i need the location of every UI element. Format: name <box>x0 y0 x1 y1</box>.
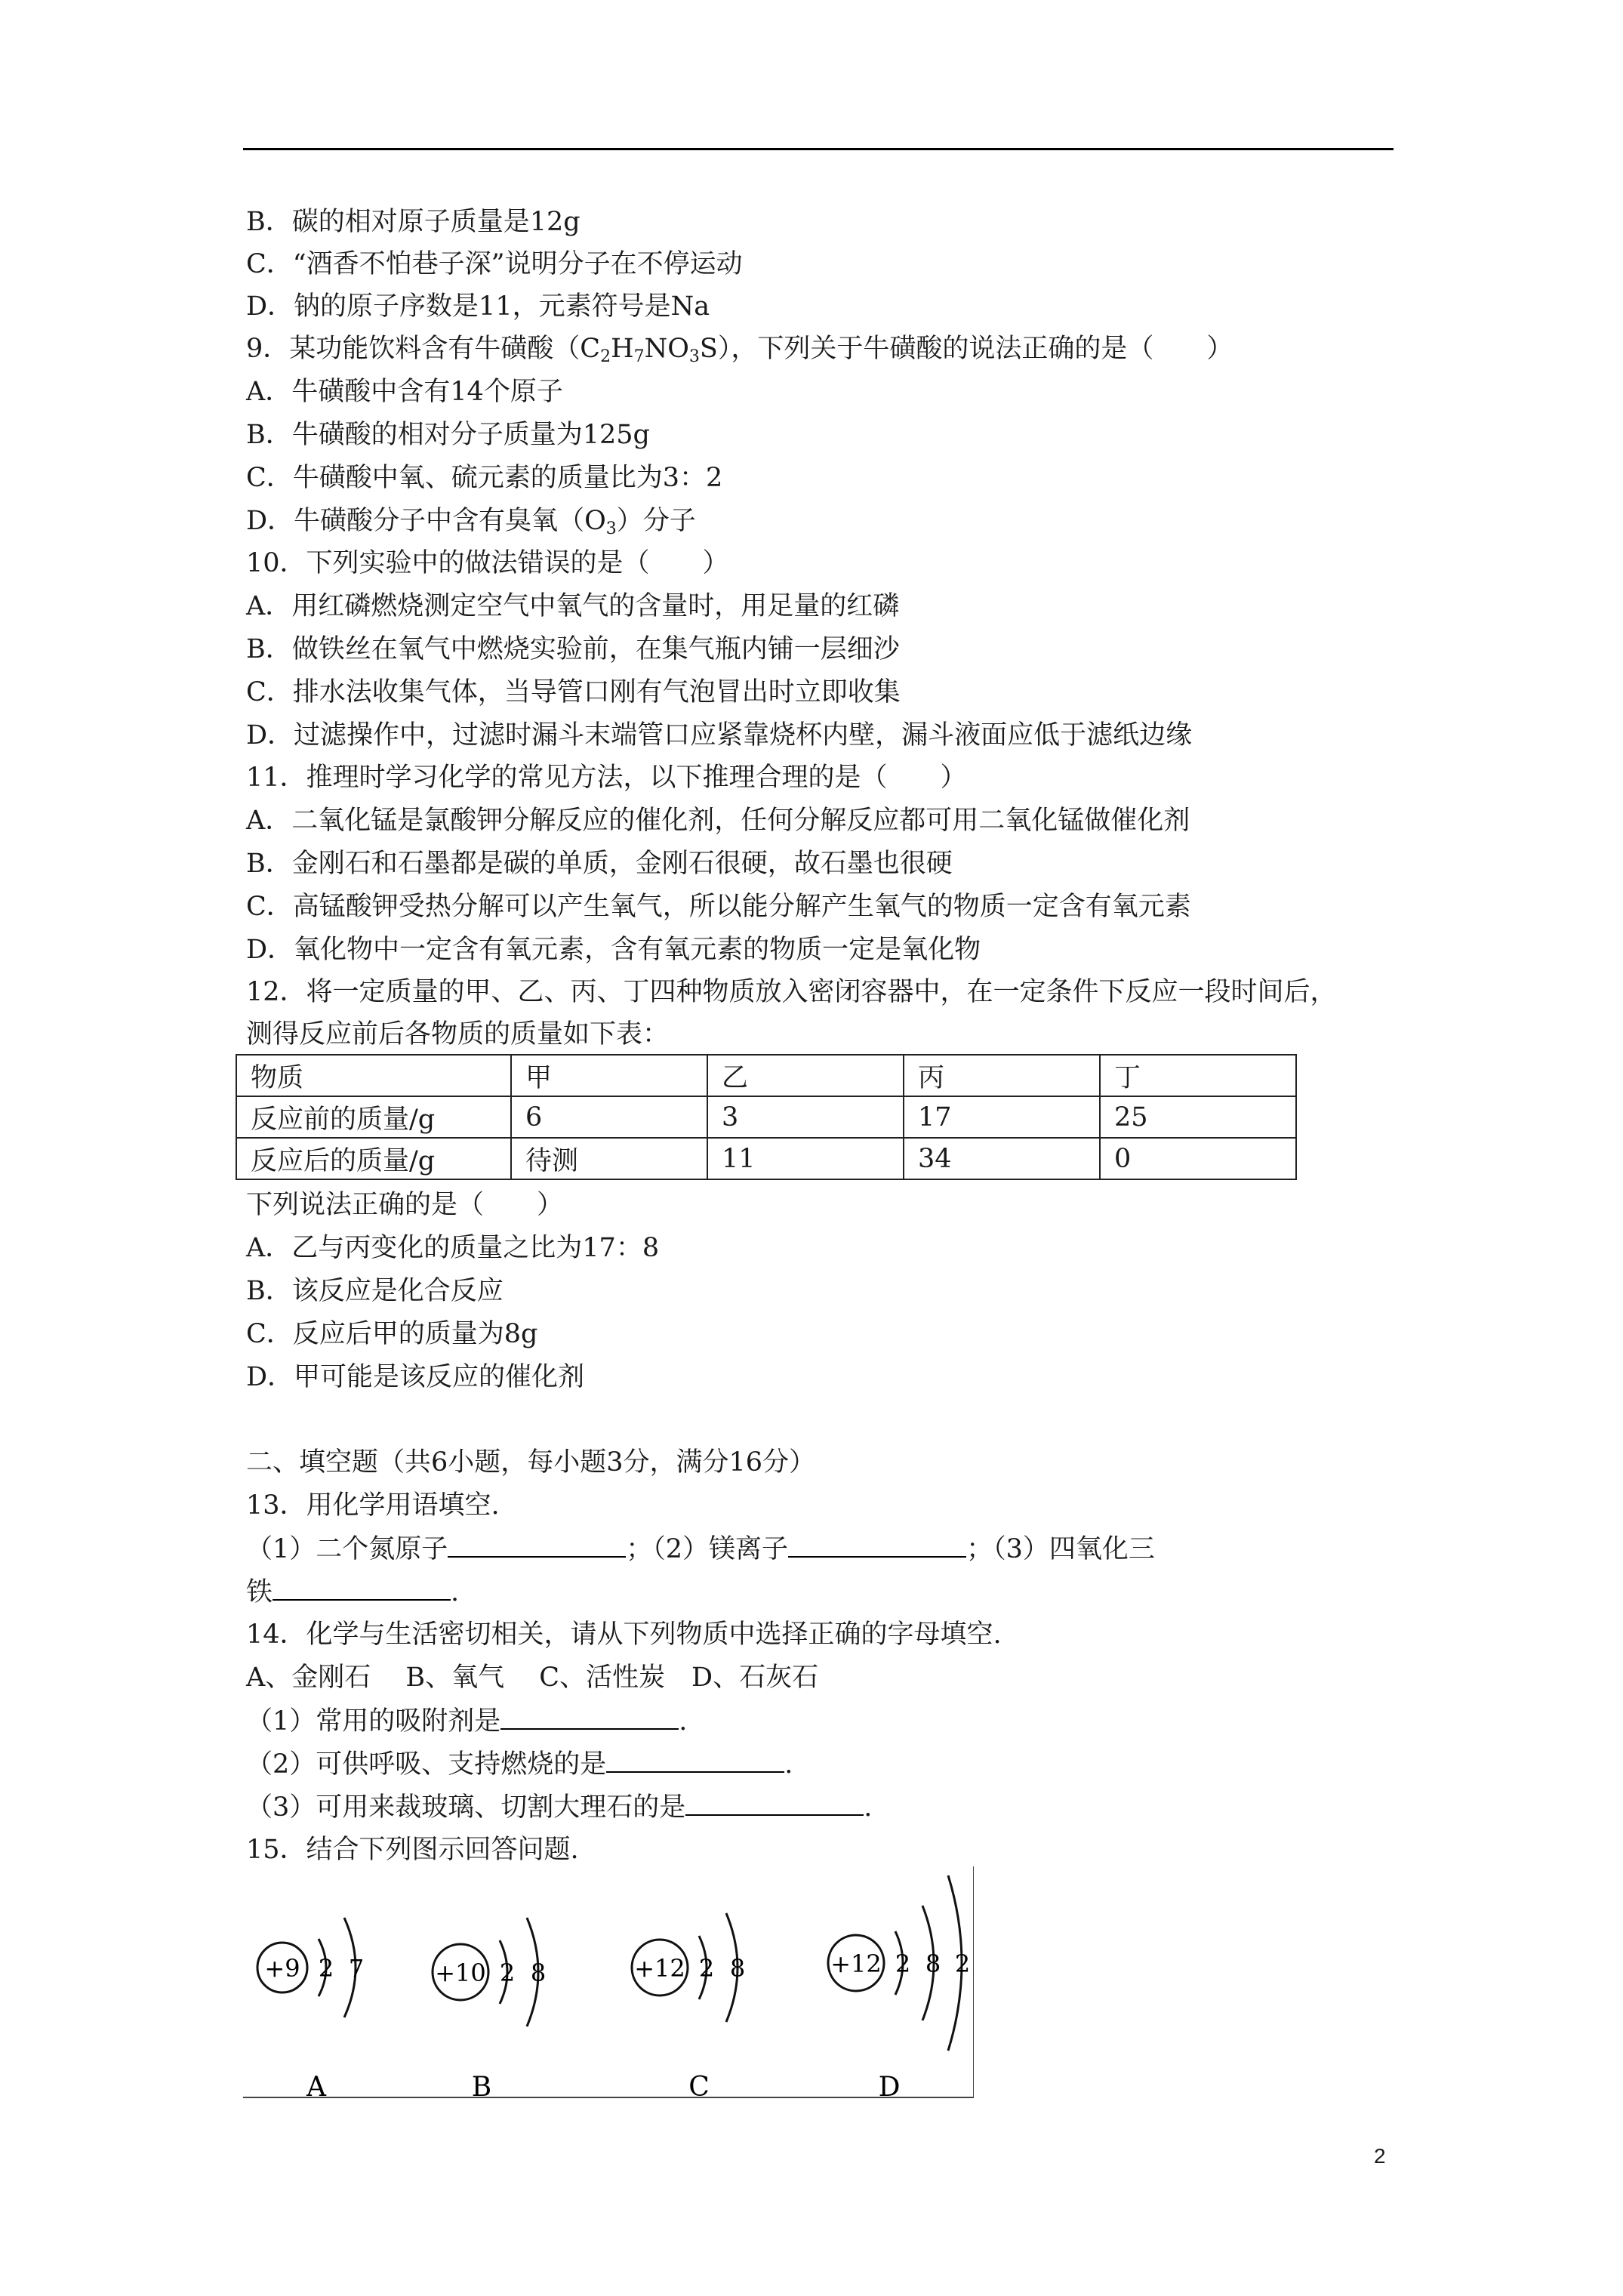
q11-option-a: A．二氧化锰是氯酸钾分解反应的催化剂，任何分解反应都可用二氧化锰做催化剂 <box>246 806 1190 836</box>
table-header-cell: 丙 <box>904 1055 1100 1096</box>
q11-option-d: D．氧化物中一定含有氧元素，含有氧元素的物质一定是氧化物 <box>246 935 981 965</box>
shell-electron-count: 8 <box>925 1949 941 1978</box>
table-header-cell: 甲 <box>511 1055 707 1096</box>
atom-diagram-b <box>433 1918 546 2102</box>
table-header-row <box>236 1055 1296 1096</box>
answer-blank[interactable] <box>273 1575 451 1601</box>
nucleus-charge: +10 <box>435 1959 486 1987</box>
diagram-label: D <box>878 2072 901 2102</box>
q13-stem: 13．用化学用语填空. <box>246 1490 500 1521</box>
nucleus-charge: +12 <box>830 1949 882 1978</box>
answer-blank[interactable] <box>788 1532 966 1558</box>
q13-line1: （1）二个氮原子 ；（2）镁离子 ；（3）四氧化三 <box>246 1532 1155 1565</box>
table-cell: 3 <box>707 1096 904 1138</box>
q9-option-b: B．牛磺酸的相对分子质量为125g <box>246 420 650 450</box>
table-cell: 34 <box>904 1138 1100 1179</box>
page-number: 2 <box>1374 2144 1386 2168</box>
q14-item-1: （1）常用的吸附剂是 . <box>246 1704 687 1737</box>
q10-option-c: C．排水法收集气体，当导管口刚有气泡冒出时立即收集 <box>246 677 901 707</box>
answer-blank[interactable] <box>606 1747 784 1773</box>
q11-option-c: C．高锰酸钾受热分解可以产生氧气，所以能分解产生氧气的物质一定含有氧元素 <box>246 892 1191 922</box>
q11-option-b: B．金刚石和石墨都是碳的单质，金刚石很硬，故石墨也很硬 <box>246 849 953 879</box>
q12-stem-line2: 测得反应前后各物质的质量如下表： <box>246 1019 670 1049</box>
answer-blank[interactable] <box>500 1704 679 1730</box>
table-cell: 6 <box>511 1096 707 1138</box>
q14-item-2: （2）可供呼吸、支持燃烧的是 . <box>246 1747 793 1780</box>
q14-item-3: （3）可用来裁玻璃、切割大理石的是 . <box>246 1790 872 1823</box>
atom-diagram-c <box>632 1913 745 2102</box>
table-row <box>236 1096 1296 1138</box>
table-header-cell: 丁 <box>1100 1055 1296 1096</box>
q10-option-b: B．做铁丝在氧气中燃烧实验前，在集气瓶内铺一层细沙 <box>246 634 900 664</box>
q12-option-d: D．甲可能是该反应的催化剂 <box>246 1362 585 1392</box>
atom-diagram-a <box>257 1918 364 2102</box>
table-header-cell: 乙 <box>707 1055 904 1096</box>
table-cell: 11 <box>707 1138 904 1179</box>
q12-prompt: 下列说法正确的是（ ） <box>246 1190 564 1220</box>
shell-electron-count: 2 <box>318 1954 334 1983</box>
q14-stem: 14．化学与生活密切相关，请从下列物质中选择正确的字母填空. <box>246 1620 1002 1650</box>
nucleus-charge: +9 <box>264 1954 300 1983</box>
answer-blank[interactable] <box>448 1532 626 1558</box>
diagram-label: B <box>471 2072 492 2102</box>
table-cell: 反应前的质量/g <box>236 1096 511 1138</box>
mass-table <box>236 1054 1297 1180</box>
q9-stem: 9．某功能饮料含有牛磺酸$(C_2H_7NO_3S)$，下列关于牛磺酸的说法正确的是（ ） <box>246 334 1233 366</box>
atom-structure-figure <box>243 1866 974 2102</box>
q8-option-b: B．碳的相对原子质量是12g <box>246 207 581 237</box>
nucleus-charge: +12 <box>634 1954 685 1983</box>
header-rule <box>243 148 1394 150</box>
table-header-cell: 物质 <box>236 1055 511 1096</box>
shell-electron-count: 2 <box>895 1949 911 1978</box>
table-cell: 17 <box>904 1096 1100 1138</box>
q8-option-d: D．钠的原子序数是11，元素符号是Na <box>246 291 710 322</box>
atom-diagram-d <box>828 1875 970 2102</box>
q13-line2: 铁 . <box>246 1575 459 1608</box>
table-cell: 0 <box>1100 1138 1296 1179</box>
q10-option-a: A．用红磷燃烧测定空气中氧气的含量时，用足量的红磷 <box>246 591 900 621</box>
table-cell: 反应后的质量/g <box>236 1138 511 1179</box>
shell-electron-count: 2 <box>698 1954 715 1983</box>
q12-option-c: C．反应后甲的质量为8g <box>246 1319 538 1349</box>
shell-electron-count: 8 <box>729 1954 746 1983</box>
shell-electron-count: 7 <box>348 1954 365 1983</box>
table-cell: 待测 <box>511 1138 707 1179</box>
q9-option-a: A．牛磺酸中含有14个原子 <box>246 377 563 407</box>
q15-stem: 15．结合下列图示回答问题. <box>246 1835 579 1865</box>
diagram-label: A <box>306 2072 326 2102</box>
q12-option-b: B．该反应是化合反应 <box>246 1276 504 1306</box>
q14-options: A、金刚石 B、氧气 C、活性炭 D、石灰石 <box>246 1663 819 1693</box>
diagram-label: C <box>688 2072 710 2102</box>
table-cell: 25 <box>1100 1096 1296 1138</box>
q12-stem-line1: 12．将一定质量的甲、乙、丙、丁四种物质放入密闭容器中，在一定条件下反应一段时间后， <box>246 977 1337 1007</box>
q11-stem: 11．推理时学习化学的常见方法，以下推理合理的是（ ） <box>246 763 967 793</box>
q10-option-d: D．过滤操作中，过滤时漏斗末端管口应紧靠烧杯内壁，漏斗液面应低于滤纸边缘 <box>246 720 1193 750</box>
shell-electron-count: 2 <box>954 1949 971 1978</box>
q9-option-d: D．牛磺酸分子中含有臭氧$(O_3)$分子 <box>246 506 696 538</box>
answer-blank[interactable] <box>685 1790 864 1816</box>
shell-electron-count: 2 <box>499 1959 516 1987</box>
q12-option-a: A．乙与丙变化的质量之比为17：8 <box>246 1233 660 1263</box>
q9-option-c: C．牛磺酸中氧、硫元素的质量比为3：2 <box>246 463 723 493</box>
q8-option-c: C．“酒香不怕巷子深”说明分子在不停运动 <box>246 249 743 279</box>
shell-electron-count: 8 <box>530 1959 547 1987</box>
q10-stem: 10．下列实验中的做法错误的是（ ） <box>246 548 729 578</box>
section-title: 二、填空题（共6小题，每小题3分，满分16分） <box>246 1447 816 1478</box>
table-row <box>236 1138 1296 1179</box>
